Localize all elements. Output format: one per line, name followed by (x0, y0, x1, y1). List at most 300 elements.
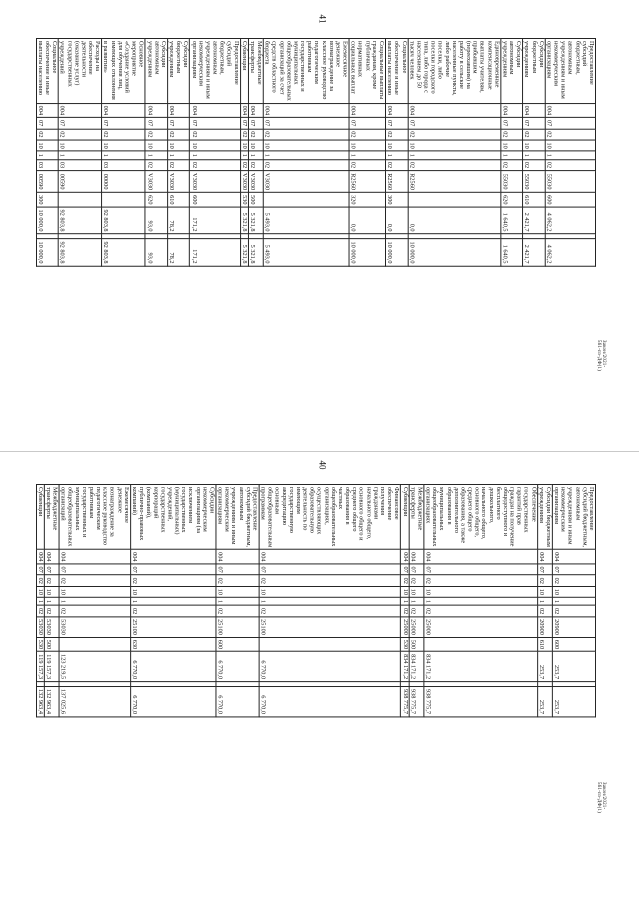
cell-csr: R2560 (349, 171, 385, 193)
cell-csr: 53030 (36, 617, 44, 638)
cell-v1: 253,7 (552, 652, 595, 682)
cell-grbs: 004 (58, 103, 101, 117)
cell-vr: 600 (216, 637, 259, 651)
table-row (537, 484, 552, 716)
cell-pr: 02 (130, 575, 215, 586)
table-row (263, 38, 349, 265)
cell-v3: 10 000,0 (408, 239, 501, 266)
cell-name: Субсидии бюджетным учреждениям (167, 38, 189, 103)
cell-v3: 10 000,0 (349, 239, 385, 266)
cell-pr: 02 (523, 129, 545, 140)
cell-grbs: 004 (44, 550, 59, 564)
cell-c1: 10 (58, 140, 101, 151)
cell-name: Субсидии бюджетным учреждениям (537, 484, 552, 549)
table-row (349, 38, 385, 265)
cell-c3: 02 (537, 606, 552, 617)
table-row (501, 38, 523, 265)
table-row (145, 38, 167, 265)
cell-c1: 10 (240, 140, 248, 151)
cell-c1: 10 (44, 586, 59, 597)
cell-v1: 5 493,0 (263, 207, 349, 234)
cell-pr: 02 (552, 575, 595, 586)
cell-rz: 07 (190, 118, 240, 129)
cell-name: Субсидии автономным учреждениям (145, 38, 167, 103)
cell-vr: 600 (545, 193, 595, 207)
cell-v1: 119 157,3 (44, 652, 59, 682)
cell-pr: 02 (545, 129, 595, 140)
cell-vr: 530 (36, 637, 44, 651)
cell-rz: 07 (145, 118, 167, 129)
cell-name: Межбюджетные трансферты (44, 484, 59, 549)
table-row (545, 38, 595, 265)
page-footer: Закон/2021-561-пз-ДФ(1) (596, 340, 606, 372)
cell-c2: 1 (349, 151, 385, 159)
cell-v3: 5 321,8 (240, 239, 248, 266)
cell-c1: 10 (386, 140, 408, 151)
cell-rz: 07 (386, 118, 408, 129)
cell-vr: 610 (523, 193, 545, 207)
cell-csr: V3030 (248, 171, 263, 193)
cell-csr: 20900 (552, 617, 595, 638)
cell-name: Субсидии бюджетным учреждениям (523, 38, 545, 103)
cell-c2: 1 (58, 151, 101, 159)
cell-c1: 10 (36, 586, 44, 597)
cell-c1: 10 (216, 586, 259, 597)
cell-csr: 25000 (401, 617, 409, 638)
cell-csr: 25100 (216, 617, 259, 638)
cell-rz: 07 (216, 564, 259, 575)
cell-c3: 02 (349, 159, 385, 170)
cell-c1: 10 (349, 140, 385, 151)
table-row (190, 38, 240, 265)
cell-c2: 1 (167, 151, 189, 159)
cell-c1: 10 (545, 140, 595, 151)
cell-pr: 02 (36, 575, 44, 586)
cell-c3: 02 (145, 159, 167, 170)
cell-c2: 1 (59, 598, 130, 606)
cell-pr: 02 (408, 129, 501, 140)
table-row (216, 484, 259, 716)
cell-c3: 02 (240, 159, 248, 170)
table-row (44, 484, 59, 716)
cell-name: Ежемесячное денежное вознаграждение за классное руководство педагогическим работникам государственных и муниципальных общеобразовательных организаций (59, 484, 130, 549)
cell-v3: 938 775,7 (401, 686, 409, 716)
cell-vr (58, 193, 101, 207)
table-row (523, 38, 545, 265)
cell-name: Субсидии некоммерческим организациям (за исключением государственных (муниципальных) учреждений, государственных корпораций (компаний), публично-правовых компаний) (130, 484, 215, 549)
cell-c3: 03 (36, 159, 58, 170)
cell-c1: 10 (59, 586, 130, 597)
cell-c2: 1 (190, 151, 240, 159)
cell-pr: 02 (263, 129, 349, 140)
cell-c3: 02 (408, 159, 501, 170)
cell-rz: 07 (552, 564, 595, 575)
table-row (36, 484, 44, 716)
cell-pr: 02 (386, 129, 408, 140)
cell-v3: 938 775,7 (424, 686, 538, 716)
cell-grbs: 004 (130, 550, 215, 564)
cell-c3: 02 (523, 159, 545, 170)
cell-c1: 10 (259, 586, 401, 597)
table-row (552, 484, 595, 716)
cell-csr: V3030 (240, 171, 248, 193)
cell-name: Предоставление субсидий бюджетным, автономным учреждениям и иным некоммерческим организациям (552, 484, 595, 549)
cell-c3: 02 (216, 606, 259, 617)
cell-v1: 123 219,5 (59, 652, 130, 682)
cell-v3: 6 770,0 (216, 686, 259, 716)
cell-name: Субвенции (36, 484, 44, 549)
cell-c3: 02 (36, 606, 44, 617)
cell-pr: 02 (167, 129, 189, 140)
cell-c3: 02 (545, 159, 595, 170)
cell-pr: 02 (102, 129, 145, 140)
page-40 (0, 452, 639, 905)
cell-vr (263, 193, 349, 207)
cell-name: Субсидии автономным учреждениям (501, 38, 523, 103)
cell-rz: 07 (545, 118, 595, 129)
cell-c3: 02 (130, 606, 215, 617)
table-row (59, 484, 130, 716)
cell-pr: 02 (44, 575, 59, 586)
cell-v1: 253,7 (537, 652, 552, 682)
cell-v3: 92 803,8 (102, 239, 145, 266)
cell-vr: 620 (145, 193, 167, 207)
cell-vr: 320 (349, 193, 385, 207)
table-row (424, 484, 538, 716)
cell-grbs: 004 (102, 103, 145, 117)
cell-c1: 10 (263, 140, 349, 151)
cell-csr: V3030 (145, 171, 167, 193)
budget-table (36, 484, 596, 717)
cell-v1: 0,0 (349, 207, 385, 234)
cell-csr: 55030 (501, 171, 523, 193)
cell-v1: 4 062,2 (545, 207, 595, 234)
cell-name: Предоставление субсидий бюджетным, автономным учреждениям и иным некоммерческим организациям (216, 484, 259, 549)
cell-c2: 1 (240, 151, 248, 159)
cell-vr: 500 (44, 637, 59, 651)
cell-c2: 1 (408, 151, 501, 159)
cell-name: Единовременные компенсационные выплаты учителям, прибывшим (переехавшим) на работу в сельские населенные пункты, либо рабочие поселки, либо поселки городского типа, либо города с населением до 50 тысяч человек (408, 38, 501, 103)
cell-v3: 253,7 (552, 686, 595, 716)
cell-v1: 1 640,5 (501, 207, 523, 234)
cell-csr: 55030 (523, 171, 545, 193)
cell-grbs: 004 (259, 550, 401, 564)
cell-v3: 171,2 (190, 239, 240, 266)
cell-c3: 03 (58, 159, 101, 170)
cell-v3: 78,2 (167, 239, 189, 266)
cell-name: Межбюджетные трансферты (248, 38, 263, 103)
cell-v3: 10 000,0 (36, 239, 58, 266)
cell-grbs: 004 (408, 103, 501, 117)
cell-grbs: 004 (263, 103, 349, 117)
cell-grbs: 004 (523, 103, 545, 117)
cell-csr: 25000 (424, 617, 538, 638)
cell-rz: 07 (240, 118, 248, 129)
cell-c1: 10 (523, 140, 545, 151)
cell-rz: 07 (167, 118, 189, 129)
cell-grbs: 004 (349, 103, 385, 117)
cell-c2: 1 (424, 598, 538, 606)
table-row (386, 38, 408, 265)
cell-c3: 02 (59, 606, 130, 617)
cell-rz: 07 (537, 564, 552, 575)
cell-v3: 93,0 (145, 239, 167, 266)
cell-csr: 00590 (36, 171, 58, 193)
cell-vr: 600 (552, 637, 595, 651)
table-row (167, 38, 189, 265)
page-number: 41 (317, 14, 328, 24)
cell-grbs: 004 (216, 550, 259, 564)
cell-v1: 92 803,8 (58, 207, 101, 234)
cell-name: Социальные выплаты гражданам, кроме публичных нормативных социальных выплат (349, 38, 385, 103)
cell-pr: 02 (409, 575, 424, 586)
cell-vr (59, 637, 130, 651)
cell-pr: 02 (537, 575, 552, 586)
cell-c3: 02 (424, 606, 538, 617)
cell-c1: 10 (401, 586, 409, 597)
cell-vr (424, 637, 538, 651)
cell-csr: 20900 (537, 617, 552, 638)
cell-name: Основное мероприятие «Создание условий для обучения лиц, имеющих отклонения в развитии» (102, 38, 145, 103)
cell-c2: 1 (501, 151, 523, 159)
cell-v3: 2 421,7 (523, 239, 545, 266)
cell-grbs: 004 (537, 550, 552, 564)
page-footer: Закон/2021-561-пз-ДФ(1) (596, 782, 606, 814)
cell-vr: 630 (130, 637, 215, 651)
cell-grbs: 004 (545, 103, 595, 117)
cell-csr: 53030 (59, 617, 130, 638)
cell-v1: 6 770,0 (216, 652, 259, 682)
cell-csr: V3030 (167, 171, 189, 193)
cell-c1: 10 (409, 586, 424, 597)
cell-csr: R2560 (386, 171, 408, 193)
cell-grbs: 004 (401, 550, 409, 564)
cell-c2: 1 (145, 151, 167, 159)
cell-c1: 10 (501, 140, 523, 151)
cell-v3: 253,7 (537, 686, 552, 716)
cell-pr: 02 (145, 129, 167, 140)
cell-v3: 137 025,6 (59, 686, 130, 716)
cell-c3: 02 (409, 606, 424, 617)
table-row (259, 484, 401, 716)
cell-name: Социальное обеспечение и иные выплаты населению (386, 38, 408, 103)
cell-pr: 02 (240, 129, 248, 140)
cell-c1: 10 (408, 140, 501, 151)
cell-pr: 02 (248, 129, 263, 140)
cell-rz: 07 (401, 564, 409, 575)
cell-vr: 610 (167, 193, 189, 207)
cell-c2: 1 (263, 151, 349, 159)
cell-rz: 07 (36, 564, 44, 575)
cell-vr: 600 (190, 193, 240, 207)
cell-csr: V3030 (263, 171, 349, 193)
cell-pr: 02 (216, 575, 259, 586)
cell-v1: 5 321,8 (248, 207, 263, 234)
cell-c2: 1 (130, 598, 215, 606)
cell-v1: 6 770,0 (130, 652, 215, 682)
cell-c2: 1 (386, 151, 408, 159)
cell-grbs: 004 (501, 103, 523, 117)
cell-csr: R2560 (408, 171, 501, 193)
cell-c2: 1 (36, 151, 58, 159)
table-row (240, 38, 248, 265)
cell-v3: 4 062,2 (545, 239, 595, 266)
page-41 (0, 0, 639, 452)
cell-v3: 6 770,0 (130, 686, 215, 716)
cell-v1: 10 000,0 (36, 207, 58, 234)
cell-rz: 07 (130, 564, 215, 575)
cell-vr (259, 637, 401, 651)
table-row (409, 484, 424, 716)
cell-c3: 02 (190, 159, 240, 170)
cell-csr: 55030 (545, 171, 595, 193)
cell-rz: 07 (248, 118, 263, 129)
cell-v1: 0,0 (386, 207, 408, 234)
cell-v3: 6 770,0 (259, 686, 401, 716)
cell-c3: 02 (248, 159, 263, 170)
cell-grbs: 004 (386, 103, 408, 117)
budget-table (36, 38, 596, 266)
cell-c2: 1 (102, 151, 145, 159)
cell-v3: 132 963,4 (36, 686, 44, 716)
cell-grbs: 004 (36, 550, 44, 564)
cell-c3: 02 (501, 159, 523, 170)
cell-pr: 02 (58, 129, 101, 140)
cell-rz: 07 (501, 118, 523, 129)
cell-name: Социальное обеспечение и иные выплаты населению (36, 38, 58, 103)
cell-rz: 07 (424, 564, 538, 575)
cell-c2: 1 (44, 598, 59, 606)
cell-name: Предоставление субсидий бюджетным, автономным учреждениям и иным некоммерческим организациям (190, 38, 240, 103)
cell-c3: 03 (102, 159, 145, 170)
cell-grbs: 004 (240, 103, 248, 117)
cell-name: Расходы на обеспечение деятельности (оказание услуг) государственных учреждений (58, 38, 101, 103)
cell-c3: 02 (263, 159, 349, 170)
cell-pr: 02 (59, 575, 130, 586)
cell-c2: 1 (401, 598, 409, 606)
table-row (58, 38, 101, 265)
cell-csr: V3030 (190, 171, 240, 193)
cell-c3: 02 (167, 159, 189, 170)
page-number: 40 (317, 460, 328, 470)
cell-c2: 1 (216, 598, 259, 606)
cell-v1: 5 321,8 (240, 207, 248, 234)
cell-vr (102, 193, 145, 207)
cell-v3: 5 321,8 (248, 239, 263, 266)
cell-csr: 53030 (44, 617, 59, 638)
cell-c2: 1 (523, 151, 545, 159)
cell-v1: 2 421,7 (523, 207, 545, 234)
cell-grbs: 004 (59, 550, 130, 564)
cell-v1: 834 171,2 (401, 652, 409, 682)
cell-rz: 07 (409, 564, 424, 575)
cell-grbs: 004 (167, 103, 189, 117)
cell-c1: 10 (145, 140, 167, 151)
cell-rz: 07 (408, 118, 501, 129)
cell-rz: 07 (44, 564, 59, 575)
cell-v1: 92 803,8 (102, 207, 145, 234)
cell-rz: 07 (263, 118, 349, 129)
cell-v1: 6 770,0 (259, 652, 401, 682)
cell-c1: 10 (424, 586, 538, 597)
cell-v1: 834 171,2 (424, 652, 538, 682)
cell-name: Межбюджетные трансферты (409, 484, 424, 549)
cell-v1: 834 171,2 (409, 652, 424, 682)
cell-vr (408, 193, 501, 207)
table-row (130, 484, 215, 716)
cell-v1: 0,0 (408, 207, 501, 234)
cell-c3: 02 (259, 606, 401, 617)
cell-c3: 02 (552, 606, 595, 617)
cell-grbs: 004 (248, 103, 263, 117)
cell-csr: 00000 (102, 171, 145, 193)
cell-rz: 07 (58, 118, 101, 129)
cell-pr: 02 (424, 575, 538, 586)
cell-v1: 119 157,3 (36, 652, 44, 682)
table-row (36, 38, 58, 265)
cell-v3: 5 493,0 (263, 239, 349, 266)
cell-grbs: 004 (190, 103, 240, 117)
cell-rz: 07 (36, 118, 58, 129)
cell-name: Субвенции (240, 38, 248, 103)
cell-grbs: 004 (409, 550, 424, 564)
cell-c2: 1 (36, 598, 44, 606)
cell-c1: 10 (190, 140, 240, 151)
cell-grbs: 004 (36, 103, 58, 117)
cell-c1: 10 (552, 586, 595, 597)
cell-v3: 92 803,8 (58, 239, 101, 266)
cell-name: Предоставление субсидий бюджетным, автономным учреждениям и иным некоммерческим организациям (545, 38, 595, 103)
table-row (102, 38, 145, 265)
cell-rz: 07 (102, 118, 145, 129)
cell-v3: 10 000,0 (386, 239, 408, 266)
cell-pr: 02 (190, 129, 240, 140)
cell-pr: 02 (349, 129, 385, 140)
cell-vr: 300 (36, 193, 58, 207)
cell-c1: 10 (130, 586, 215, 597)
cell-pr: 02 (259, 575, 401, 586)
cell-vr: 530 (401, 637, 409, 651)
cell-pr: 02 (501, 129, 523, 140)
cell-v3: 938 775,7 (409, 686, 424, 716)
table-row (248, 38, 263, 265)
cell-c2: 1 (409, 598, 424, 606)
cell-vr: 500 (248, 193, 263, 207)
cell-csr: 00590 (58, 171, 101, 193)
table-row (401, 484, 409, 716)
cell-csr: 25100 (259, 617, 401, 638)
cell-vr: 620 (501, 193, 523, 207)
cell-vr: 610 (537, 637, 552, 651)
table-row (408, 38, 501, 265)
cell-c2: 1 (259, 598, 401, 606)
cell-c2: 1 (545, 151, 595, 159)
cell-c1: 10 (102, 140, 145, 151)
cell-name: Субвенции (401, 484, 409, 549)
cell-c1: 10 (248, 140, 263, 151)
cell-vr: 530 (240, 193, 248, 207)
cell-csr: 25100 (130, 617, 215, 638)
cell-c2: 1 (537, 598, 552, 606)
cell-grbs: 004 (145, 103, 167, 117)
cell-v1: 78,2 (167, 207, 189, 234)
cell-rz: 07 (259, 564, 401, 575)
cell-pr: 02 (36, 129, 58, 140)
cell-grbs: 004 (552, 550, 595, 564)
cell-v1: 93,0 (145, 207, 167, 234)
cell-csr: 25000 (409, 617, 424, 638)
cell-vr: 300 (386, 193, 408, 207)
